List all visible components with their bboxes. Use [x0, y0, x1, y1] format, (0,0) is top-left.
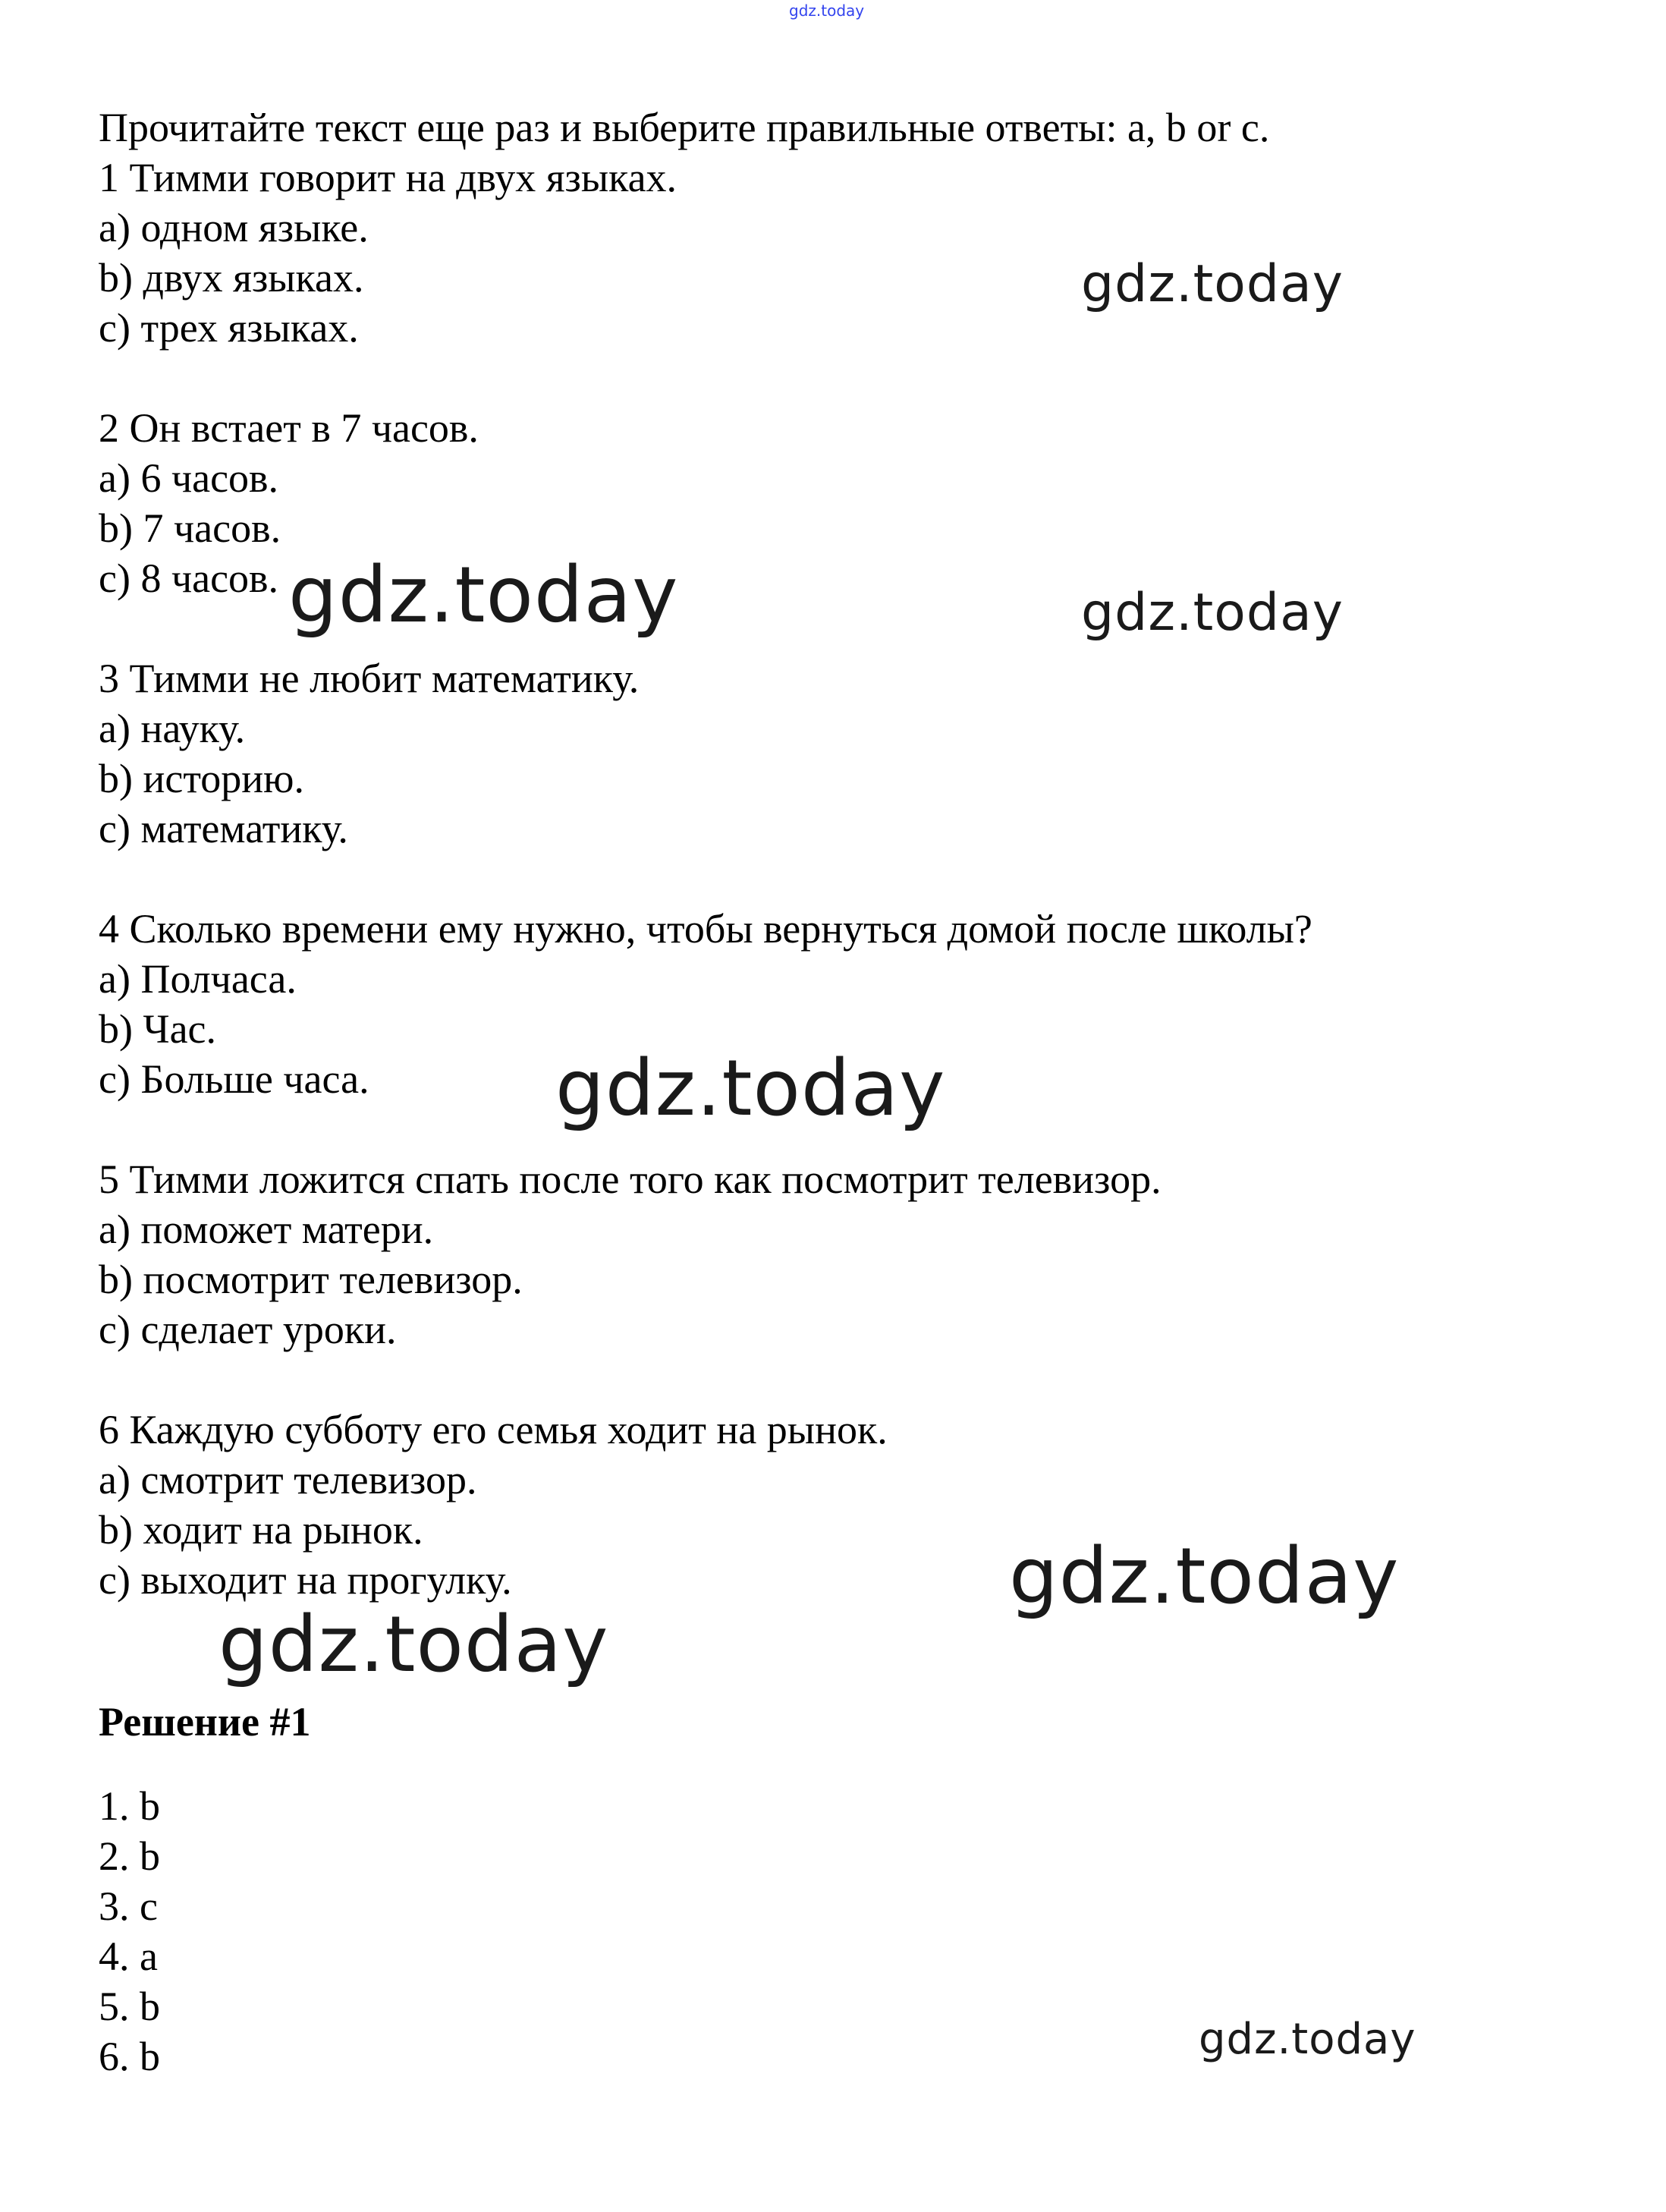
- question-2-option-b: b) 7 часов.: [99, 505, 281, 551]
- question-5-option-c: c) сделает уроки.: [99, 1307, 397, 1352]
- question-4: 4 Сколько времени ему нужно, чтобы вернуться домой после школы?: [99, 906, 1312, 952]
- question-6-option-c: c) выходит на прогулку.: [99, 1557, 512, 1603]
- question-3-option-b: b) историю.: [99, 756, 304, 801]
- question-1: 1 Тимми говорит на двух языках.: [99, 155, 677, 200]
- question-5: 5 Тимми ложится спать после того как посмотрит телевизор.: [99, 1156, 1161, 1202]
- watermark-3: gdz.today: [1081, 583, 1344, 643]
- question-2-option-c: c) 8 часов.: [99, 555, 279, 601]
- question-4-option-b: b) Час.: [99, 1006, 217, 1052]
- answer-2: 2. b: [99, 1833, 160, 1879]
- answer-6: 6. b: [99, 2034, 160, 2079]
- answer-3: 3. c: [99, 1883, 158, 1929]
- solution-title: Решение #1: [99, 1699, 311, 1745]
- answer-5: 5. b: [99, 1984, 160, 2029]
- question-2: 2 Он встает в 7 часов.: [99, 405, 479, 451]
- question-6-option-b: b) ходит на рынок.: [99, 1507, 423, 1553]
- question-4-option-c: c) Больше часа.: [99, 1056, 369, 1102]
- question-1-option-b: b) двух языках.: [99, 255, 364, 300]
- watermark-2: gdz.today: [288, 550, 679, 640]
- question-3-option-a: a) науку.: [99, 706, 246, 751]
- watermark-6: gdz.today: [218, 1600, 609, 1690]
- question-6-option-a: a) смотрит телевизор.: [99, 1457, 477, 1502]
- question-3: 3 Тимми не любит математику.: [99, 656, 640, 701]
- watermark-1: gdz.today: [1081, 254, 1344, 314]
- question-1-option-a: a) одном языке.: [99, 205, 369, 250]
- watermark-5: gdz.today: [1009, 1531, 1400, 1622]
- question-5-option-a: a) поможет матери.: [99, 1207, 434, 1252]
- question-2-option-a: a) 6 часов.: [99, 455, 279, 501]
- question-4-option-a: a) Полчаса.: [99, 956, 297, 1002]
- watermark-4: gdz.today: [555, 1043, 946, 1134]
- answer-4: 4. a: [99, 1934, 158, 1979]
- watermark-7: gdz.today: [1199, 2015, 1416, 2064]
- question-3-option-c: c) математику.: [99, 806, 348, 851]
- question-5-option-b: b) посмотрит телевизор.: [99, 1257, 523, 1302]
- question-1-option-c: c) трех языках.: [99, 305, 359, 351]
- header-watermark: gdz.today: [789, 2, 865, 20]
- question-6: 6 Каждую субботу его семья ходит на рынок.: [99, 1407, 888, 1452]
- answer-1: 1. b: [99, 1783, 160, 1829]
- intro-text: Прочитайте текст еще раз и выберите правильные ответы: a, b or c.: [99, 105, 1270, 150]
